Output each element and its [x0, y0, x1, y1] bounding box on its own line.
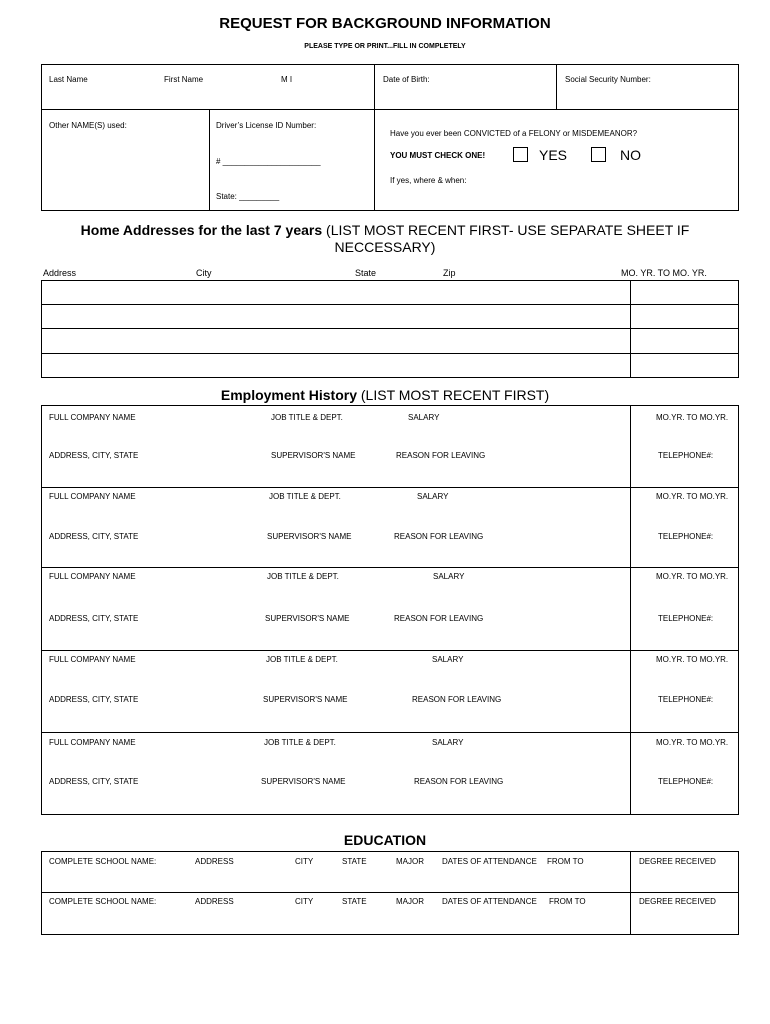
company-name-label: FULL COMPANY NAME [49, 738, 136, 747]
supervisor-label: SUPERVISOR'S NAME [265, 614, 350, 623]
employment-row-divider [41, 650, 739, 651]
company-address-label: ADDRESS, CITY, STATE [49, 614, 139, 623]
dates-col-label: MO. YR. TO MO. YR. [621, 268, 707, 278]
company-address-label: ADDRESS, CITY, STATE [49, 695, 139, 704]
address-row-divider [41, 328, 739, 329]
address-col-label: Address [43, 268, 77, 278]
address-table-col-divider [630, 280, 631, 378]
school-city-label: CITY [295, 857, 314, 866]
job-title-label: JOB TITLE & DEPT. [269, 492, 341, 501]
employment-table [41, 405, 739, 815]
employment-heading-bold: Employment History [220, 387, 357, 403]
education-row-divider [41, 892, 739, 893]
job-title-label: JOB TITLE & DEPT. [267, 572, 339, 581]
employment-heading [0, 387, 770, 403]
telephone-label: TELEPHONE#: [658, 777, 714, 786]
school-state-label: STATE [342, 897, 367, 906]
salary-label: SALARY [433, 572, 465, 581]
drivers-license-number-field[interactable]: # ______________________ [216, 157, 321, 166]
must-check-label: YOU MUST CHECK ONE! [390, 151, 486, 160]
divider-dob-ssn [556, 64, 557, 109]
attendance-dates-label: DATES OF ATTENDANCE [442, 897, 537, 906]
education-heading: EDUCATION [343, 832, 427, 848]
degree-label: DEGREE RECEIVED [639, 897, 716, 906]
divider-dl-felony [374, 109, 375, 211]
employment-heading-rest: (LIST MOST RECENT FIRST) [357, 387, 550, 403]
salary-label: SALARY [408, 413, 440, 422]
mi-label: M I [281, 75, 293, 84]
reason-leaving-label: REASON FOR LEAVING [394, 532, 484, 541]
employment-row-divider [41, 487, 739, 488]
form-title: REQUEST FOR BACKGROUND INFORMATION [219, 15, 551, 32]
employment-dates-label: MO.YR. TO MO.YR. [656, 492, 729, 501]
drivers-license-label: Driver’s License ID Number: [216, 121, 317, 130]
from-to-label: FROM TO [547, 857, 584, 866]
reason-leaving-label: REASON FOR LEAVING [414, 777, 504, 786]
employment-dates-label: MO.YR. TO MO.YR. [656, 655, 729, 664]
telephone-label: TELEPHONE#: [658, 532, 714, 541]
address-row-divider [41, 304, 739, 305]
school-name-label: COMPLETE SCHOOL NAME: [49, 857, 157, 866]
supervisor-label: SUPERVISOR'S NAME [271, 451, 356, 460]
job-title-label: JOB TITLE & DEPT. [266, 655, 338, 664]
addresses-heading-line2: NECCESSARY) [334, 239, 436, 255]
major-label: MAJOR [396, 897, 424, 906]
addresses-heading-bold: Home Addresses for the last 7 years [80, 222, 323, 238]
reason-leaving-label: REASON FOR LEAVING [394, 614, 484, 623]
reason-leaving-label: REASON FOR LEAVING [412, 695, 502, 704]
salary-label: SALARY [432, 738, 464, 747]
company-address-label: ADDRESS, CITY, STATE [49, 532, 139, 541]
personal-row-divider [41, 109, 739, 110]
yes-label: YES [539, 147, 568, 163]
school-address-label: ADDRESS [195, 897, 234, 906]
zip-col-label: Zip [443, 268, 456, 278]
company-address-label: ADDRESS, CITY, STATE [49, 451, 139, 460]
company-name-label: FULL COMPANY NAME [49, 492, 136, 501]
last-name-label: Last Name [49, 75, 88, 84]
school-address-label: ADDRESS [195, 857, 234, 866]
divider-name-dob [374, 64, 375, 109]
salary-label: SALARY [417, 492, 449, 501]
addresses-heading [0, 222, 770, 238]
job-title-label: JOB TITLE & DEPT. [271, 413, 343, 422]
employment-dates-label: MO.YR. TO MO.YR. [656, 738, 729, 747]
school-city-label: CITY [295, 897, 314, 906]
supervisor-label: SUPERVISOR'S NAME [267, 532, 352, 541]
education-col-divider [630, 851, 631, 935]
first-name-label: First Name [164, 75, 204, 84]
major-label: MAJOR [396, 857, 424, 866]
telephone-label: TELEPHONE#: [658, 695, 714, 704]
company-name-label: FULL COMPANY NAME [49, 572, 136, 581]
if-yes-label: If yes, where & when: [390, 176, 467, 185]
reason-leaving-label: REASON FOR LEAVING [396, 451, 486, 460]
salary-label: SALARY [432, 655, 464, 664]
no-label: NO [620, 147, 641, 163]
school-state-label: STATE [342, 857, 367, 866]
city-col-label: City [196, 268, 212, 278]
felony-question: Have you ever been CONVICTED of a FELONY or MISDEMEANOR? [390, 129, 638, 138]
supervisor-label: SUPERVISOR'S NAME [261, 777, 346, 786]
yes-checkbox[interactable] [513, 147, 528, 162]
ssn-label: Social Security Number: [565, 75, 651, 84]
employment-col-divider [630, 405, 631, 815]
school-name-label: COMPLETE SCHOOL NAME: [49, 897, 157, 906]
drivers-license-state-field[interactable]: State: _________ [216, 192, 280, 201]
dob-label: Date of Birth: [383, 75, 430, 84]
company-name-label: FULL COMPANY NAME [49, 655, 136, 664]
other-names-label: Other NAME(S) used: [49, 121, 127, 130]
supervisor-label: SUPERVISOR'S NAME [263, 695, 348, 704]
from-to-label: FROM TO [549, 897, 586, 906]
addresses-heading-rest: (LIST MOST RECENT FIRST- USE SEPARATE SHEET IF [322, 222, 690, 238]
attendance-dates-label: DATES OF ATTENDANCE [442, 857, 537, 866]
employment-row-divider [41, 732, 739, 733]
address-table [41, 280, 739, 378]
job-title-label: JOB TITLE & DEPT. [264, 738, 336, 747]
state-col-label: State [355, 268, 377, 278]
telephone-label: TELEPHONE#: [658, 614, 714, 623]
no-checkbox[interactable] [591, 147, 606, 162]
form-subtitle: PLEASE TYPE OR PRINT...FILL IN COMPLETELY [304, 43, 466, 50]
degree-label: DEGREE RECEIVED [639, 857, 716, 866]
company-address-label: ADDRESS, CITY, STATE [49, 777, 139, 786]
company-name-label: FULL COMPANY NAME [49, 413, 136, 422]
divider-other-dl [209, 109, 210, 211]
employment-dates-label: MO.YR. TO MO.YR. [656, 572, 729, 581]
employment-dates-label: MO.YR. TO MO.YR. [656, 413, 729, 422]
address-row-divider [41, 353, 739, 354]
telephone-label: TELEPHONE#: [658, 451, 714, 460]
employment-row-divider [41, 567, 739, 568]
